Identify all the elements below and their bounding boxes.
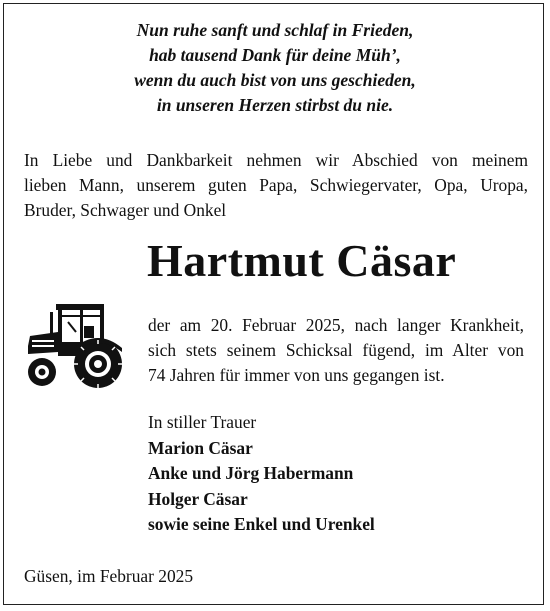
intro-line: In Liebe und Dankbarkeit nehmen wir Abschied von meinem	[24, 150, 528, 170]
mourners-block	[148, 410, 375, 538]
description-line: 74 Jahren für immer von uns gegangen ist.	[148, 365, 445, 385]
poem-line: hab tausend Dank für deine Müh’,	[149, 45, 401, 65]
place-date: Güsen, im Februar 2025	[24, 566, 194, 586]
description-line: sich stets seinem Schicksal fügend, im Alter von	[148, 340, 524, 360]
mourner-name: sowie seine Enkel und Urenkel	[148, 514, 375, 534]
intro-line: lieben Mann, unserem guten Papa, Schwiegervater, Opa, Uropa,	[24, 175, 528, 195]
deceased-name: Hartmut Cäsar	[147, 235, 457, 286]
poem-line: wenn du auch bist von uns geschieden,	[134, 70, 416, 90]
description-text	[148, 313, 524, 388]
intro-text	[24, 148, 528, 223]
description-line: der am 20. Februar 2025, nach langer Krankheit,	[148, 315, 524, 335]
mourner-name: Holger Cäsar	[148, 488, 248, 509]
poem-line: Nun ruhe sanft und schlaf in Frieden,	[136, 20, 414, 40]
tractor-icon	[22, 302, 126, 392]
mourner-name: Marion Cäsar	[148, 437, 253, 458]
mourners-heading: In stiller Trauer	[148, 412, 257, 432]
poem	[0, 18, 550, 118]
intro-line: Bruder, Schwager und Onkel	[24, 200, 227, 220]
poem-line: in unseren Herzen stirbst du nie.	[156, 95, 394, 115]
mourner-name: Anke und Jörg Habermann	[148, 463, 354, 483]
